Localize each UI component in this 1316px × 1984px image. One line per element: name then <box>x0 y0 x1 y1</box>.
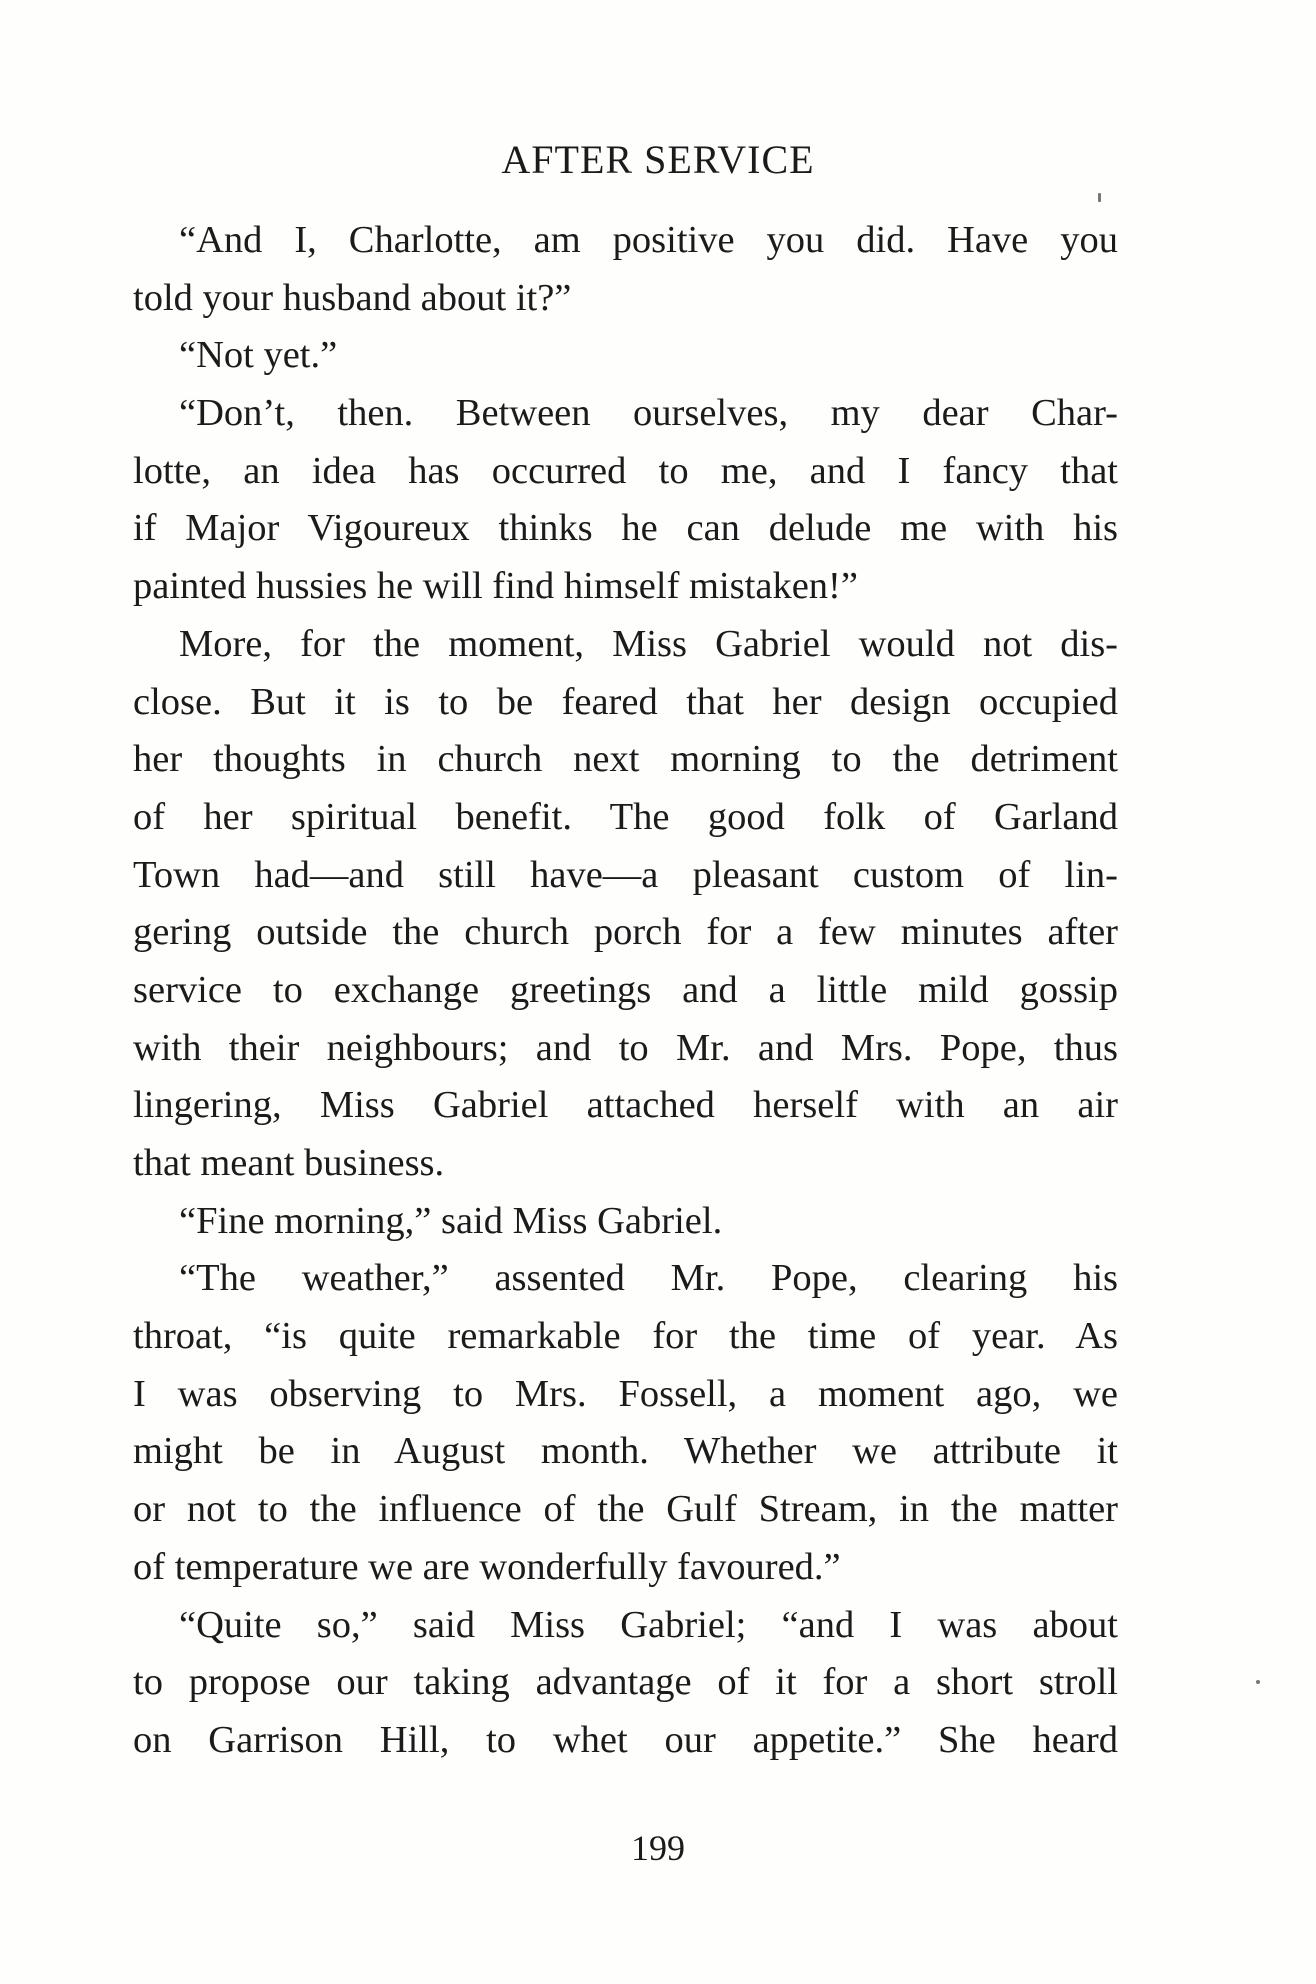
text-line: painted hussies he will find himself mistaken!” <box>133 565 858 608</box>
text-line: throat, “is quite remarkable for the time of year. As <box>133 1315 1118 1358</box>
text-line: “Fine morning,” said Miss Gabriel. <box>179 1199 723 1242</box>
text-line: on Garrison Hill, to whet our appetite.” She heard <box>133 1718 1118 1761</box>
text-line: of temperature we are wonderfully favoured.” <box>133 1545 841 1588</box>
text-line: that meant business. <box>133 1142 445 1184</box>
text-line: close. But it is to be feared that her design occupied <box>133 680 1118 723</box>
text-line: if Major Vigoureux thinks he can delude me with his <box>133 507 1118 550</box>
text-line: Town had—and still have—a pleasant custom of lin- <box>133 853 1118 896</box>
text-line: or not to the influence of the Gulf Stream, in the matter <box>133 1488 1118 1531</box>
text-line: “Quite so,” said Miss Gabriel; “and I was about <box>179 1603 1118 1646</box>
text-line: gering outside the church porch for a few minutes after <box>133 911 1118 954</box>
text-line: lotte, an idea has occurred to me, and I fancy that <box>133 449 1118 492</box>
text-line: I was observing to Mrs. Fossell, a moment ago, we <box>133 1372 1118 1415</box>
ink-speck <box>1098 193 1101 202</box>
text-line: service to exchange greetings and a little mild gossip <box>133 968 1118 1011</box>
text-line: to propose our taking advantage of it for a short stroll <box>133 1661 1118 1704</box>
text-line: with their neighbours; and to Mr. and Mrs. Pope, thus <box>133 1026 1118 1069</box>
text-line: More, for the moment, Miss Gabriel would not dis- <box>179 622 1118 665</box>
ink-speck <box>1256 1680 1260 1684</box>
running-head: AFTER SERVICE <box>501 137 815 182</box>
page-number: 199 <box>631 1828 685 1868</box>
text-line: might be in August month. Whether we attribute it <box>133 1430 1118 1473</box>
text-line: “And I, Charlotte, am positive you did. Have you <box>179 219 1118 261</box>
text-line: of her spiritual benefit. The good folk of Garland <box>133 795 1118 838</box>
body-text <box>133 212 1118 1770</box>
text-line: lingering, Miss Gabriel attached herself with an air <box>133 1084 1118 1127</box>
text-line: told your husband about it?” <box>133 276 572 319</box>
text-line: her thoughts in church next morning to the detriment <box>133 738 1118 781</box>
text-line: “Don’t, then. Between ourselves, my dear Char- <box>179 392 1118 435</box>
text-line: “The weather,” assented Mr. Pope, clearing his <box>179 1257 1118 1300</box>
text-line: “Not yet.” <box>179 334 338 377</box>
